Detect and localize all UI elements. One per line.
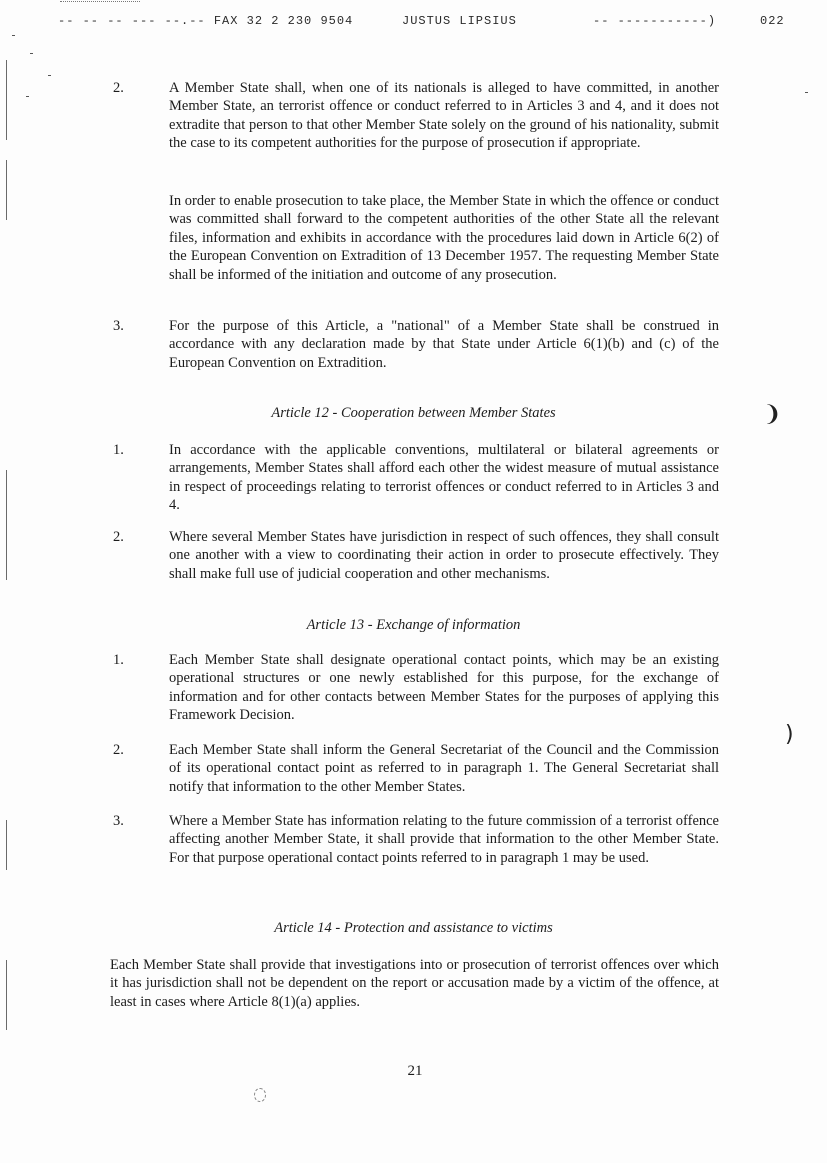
top-divider: [60, 1, 140, 2]
paragraph-text: Each Member State shall provide that investigations into or prosecution of terrorist offences over which it has jurisdiction shall not be dependent on the report or accusation made by a victim of the offence, at least in cases where Article 8(1)(a) applies.: [110, 957, 719, 1010]
paragraph-text: In order to enable prosecution to take place, the Member State in which the offence or conduct was committed shall forward to the competent authorities of the other State all the relevant files, information and exhibits in accordance with the procedures laid down in Article 6(2) of the European Convention on Extradition of 13 December 1957. The requesting Member State shall be informed of the initiation and outcome of any prosecution.: [169, 193, 719, 283]
paragraph-text: Each Member State shall designate operational contact points, which may be an existing operational structures or one newly established for this purpose, for the exchange of information and for other contacts between Member States for the purposes of applying this Framework Decision.: [169, 652, 719, 724]
scan-speck: [26, 96, 29, 97]
article-heading: Article 12 - Cooperation between Member States: [271, 405, 556, 421]
paragraph-number: 1.: [113, 652, 124, 668]
paragraph-number: 1.: [113, 442, 124, 458]
paragraph-number: 2.: [113, 529, 124, 545]
paragraph-number: 3.: [113, 318, 124, 334]
fax-header-sender: -- -- -- --- --.-- FAX 32 2 230 9504: [58, 14, 354, 28]
scan-edge-line: [6, 470, 7, 580]
paragraph-text: Where a Member State has information relating to the future commission of a terrorist offence affecting another Member State, it shall provide that information to the other Member State. For that purpose operational contact points referred to in paragraph 1 may be used.: [169, 813, 719, 866]
scan-speck: [12, 35, 15, 36]
fax-header-page: 022: [760, 14, 785, 28]
article-heading: Article 14 - Protection and assistance to victims: [274, 920, 553, 936]
paragraph-text: Each Member State shall inform the General Secretariat of the Council and the Commission of its operational contact point as referred to in paragraph 1. The General Secretariat shall notify that information to the other Member States.: [169, 742, 719, 795]
scan-blot: [254, 1088, 266, 1102]
fax-header-recipient: -- -----------): [593, 14, 717, 28]
paragraph-text: A Member State shall, when one of its nationals is alleged to have committed, in another Member State, an terrorist offence or conduct referred to in Articles 3 and 4, and it does not extradite that person to that other Member State solely on the ground of his nationality, submit the case to its competent authorities for the purpose of prosecution if appropriate.: [169, 80, 719, 152]
scan-edge-line: [6, 160, 7, 220]
paragraph-text: Where several Member States have jurisdiction in respect of such offences, they shall consult one another with a view to coordinating their action in order to prosecute effectively. They shall make full use of judicial cooperation and other mechanisms.: [169, 529, 719, 582]
paragraph-number: 3.: [113, 813, 124, 829]
scan-bracket-mark: ): [785, 722, 794, 747]
paragraph-number: 2.: [113, 80, 124, 96]
paragraph-number: 2.: [113, 742, 124, 758]
scan-edge-line: [6, 960, 7, 1030]
scan-speck: [48, 75, 51, 76]
page-number: 21: [407, 1063, 423, 1079]
article-heading: Article 13 - Exchange of information: [306, 617, 521, 633]
paragraph-text: In accordance with the applicable conventions, multilateral or bilateral agreements or arrangements, Member States shall afford each other the widest measure of mutual assistance in respect of proceedings relating to terrorist offences or conduct referred to in Articles 3 and 4.: [169, 442, 719, 514]
fax-header: [0, 14, 827, 36]
scan-speck: [805, 92, 808, 93]
scan-speck: [30, 53, 33, 54]
fax-header-station: JUSTUS LIPSIUS: [402, 14, 517, 28]
scan-edge-line: [6, 820, 7, 870]
scan-bracket-mark: ❩: [763, 402, 782, 427]
scan-edge-line: [6, 60, 7, 140]
paragraph-text: For the purpose of this Article, a "national" of a Member State shall be construed in accordance with any declaration made by that State under Article 6(1)(b) and (c) of the European Convention on Extradition.: [169, 318, 719, 371]
